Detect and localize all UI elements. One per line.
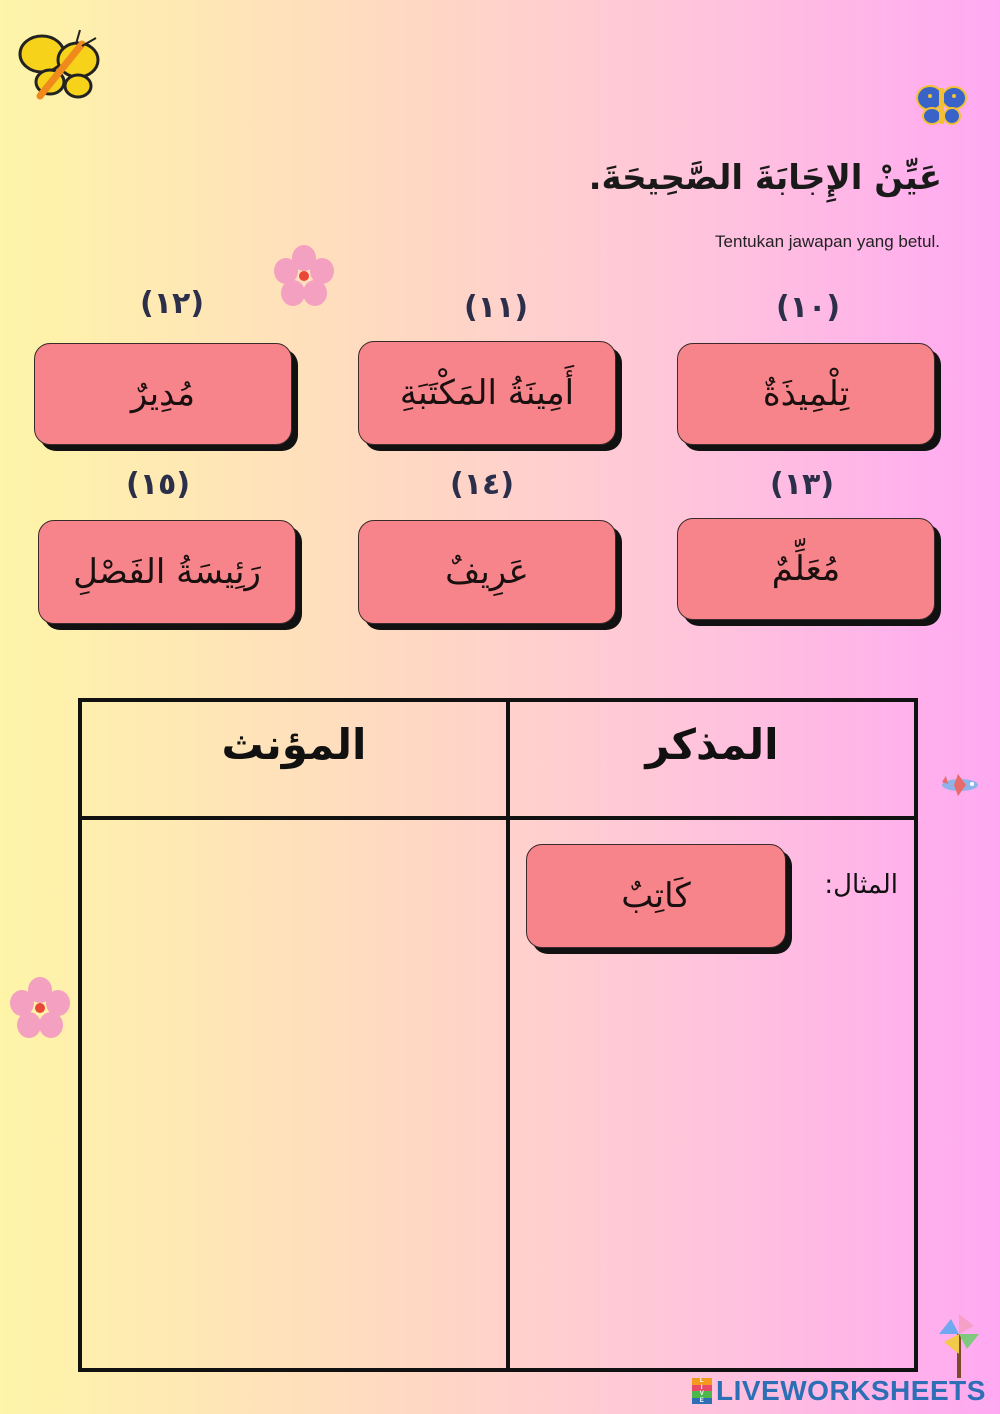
liveworksheets-logo: [692, 1376, 986, 1406]
question-number: (١٢): [139, 286, 205, 321]
airplane-icon: [938, 772, 982, 798]
word-card[interactable]: أَمِينَةُ المَكْتَبَةِ: [358, 341, 616, 445]
butterfly-yellow-icon: [16, 24, 106, 104]
word-card[interactable]: مُدِيرٌ: [34, 343, 292, 445]
question-number: (١١): [463, 290, 529, 325]
question-number: (١٠): [775, 290, 841, 325]
flower-pink-icon: [272, 244, 336, 308]
example-label: المثال:: [824, 870, 898, 900]
example-word-card: كَاتِبٌ: [526, 844, 786, 948]
sorting-table: [78, 698, 918, 1372]
word-card[interactable]: مُعَلِّمٌ: [677, 518, 935, 620]
word-card[interactable]: عَرِيفٌ: [358, 520, 616, 624]
question-number: (١٥): [125, 467, 191, 502]
instruction-subtitle: Tentukan jawapan yang betul.: [715, 232, 940, 251]
word-card[interactable]: رَئِيسَةُ الفَصْلِ: [38, 520, 296, 624]
feminine-column-header: المؤنث: [221, 720, 367, 769]
logo-badge: L I V E: [692, 1378, 712, 1404]
butterfly-blue-icon: [914, 80, 968, 130]
logo-text: LIVEWORKSHEETS: [716, 1375, 986, 1406]
feminine-drop-zone[interactable]: [82, 820, 506, 1368]
masculine-column-header: المذكر: [645, 720, 779, 769]
question-number: (١٤): [449, 467, 515, 502]
question-number: (١٣): [769, 467, 835, 502]
flower-pink-icon: [8, 976, 72, 1040]
word-card[interactable]: تِلْمِيذَةٌ: [677, 343, 935, 445]
instruction-title: عَيِّنْ الإِجَابَةَ الصَّحِيحَةَ.: [588, 158, 942, 198]
pinwheel-icon: [936, 1312, 982, 1378]
